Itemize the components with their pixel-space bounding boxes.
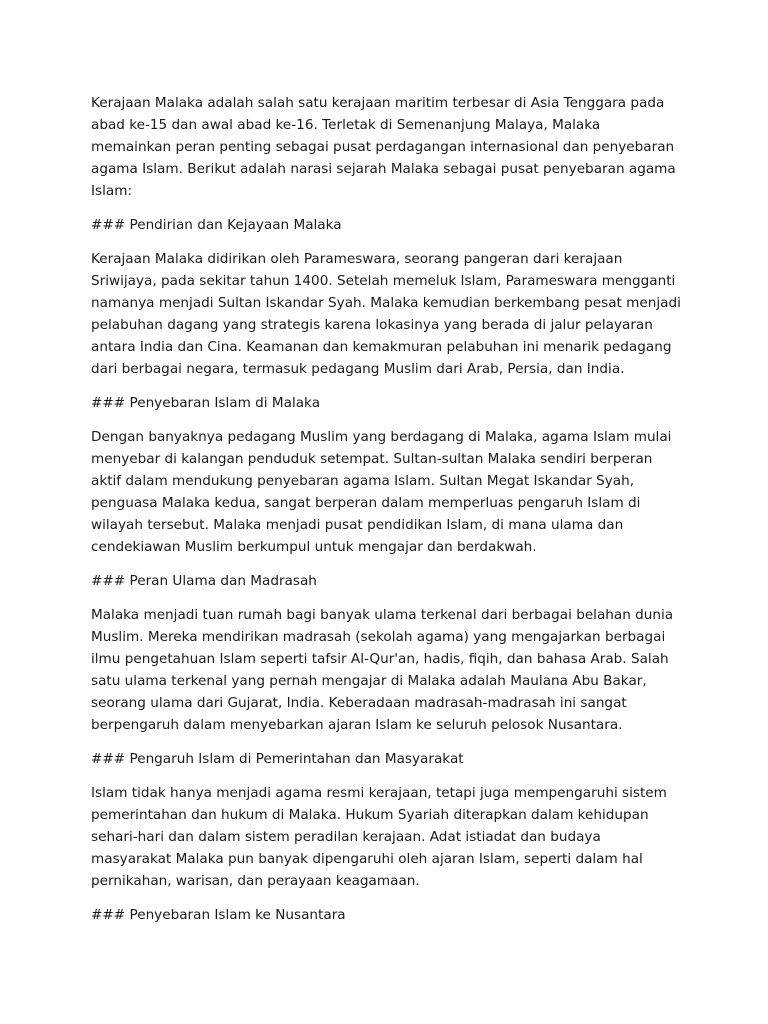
section-heading-pengaruh-islam: ### Pengaruh Islam di Pemerintahan dan Masyarakat [91, 751, 464, 767]
intro-paragraph: Kerajaan Malaka adalah salah satu kerajaan maritim terbesar di Asia Tenggara pada abad ke-15 dan awal abad ke-16. Terletak di Semenanjung Malaya, Malaka memainkan peran penting sebagai pusat perdagangan internasional dan penyebaran agama Islam. Berikut adalah narasi sejarah Malaka sebagai pusat penyebaran agama Islam: [91, 95, 676, 199]
section-heading-nusantara: ### Penyebaran Islam ke Nusantara [91, 907, 346, 923]
section-heading-penyebaran-malaka: ### Penyebaran Islam di Malaka [91, 395, 321, 411]
section-heading-pendirian: ### Pendirian dan Kejayaan Malaka [91, 217, 342, 233]
section-body-pendirian: Kerajaan Malaka didirikan oleh Parameswara, seorang pangeran dari kerajaan Sriwijaya, pada sekitar tahun 1400. Setelah memeluk Islam, Parameswara mengganti namanya menjadi Sultan Iskandar Syah. Malaka kemudian berkembang pesat menjadi pelabuhan dagang yang strategis karena lokasinya yang berada di jalur pelayaran antara India dan Cina. Keamanan dan kemakmuran pelabuhan ini menarik pedagang dari berbagai negara, termasuk pedagang Muslim dari Arab, Persia, dan India. [91, 251, 681, 377]
section-body-penyebaran-malaka: Dengan banyaknya pedagang Muslim yang berdagang di Malaka, agama Islam mulai menyebar di kalangan penduduk setempat. Sultan-sultan Malaka sendiri berperan aktif dalam mendukung penyebaran agama Islam. Sultan Megat Iskandar Syah, penguasa Malaka kedua, sangat berperan dalam memperluas pengaruh Islam di wilayah tersebut. Malaka menjadi pusat pendidikan Islam, di mana ulama dan cendekiawan Muslim berkumpul untuk mengajar dan berdakwah. [91, 429, 672, 555]
section-body-pengaruh-islam: Islam tidak hanya menjadi agama resmi kerajaan, tetapi juga mempengaruhi sistem pemerintahan dan hukum di Malaka. Hukum Syariah diterapkan dalam kehidupan sehari-hari dan dalam sistem peradilan kerajaan. Adat istiadat dan budaya masyarakat Malaka pun banyak dipengaruhi oleh ajaran Islam, seperti dalam hal pernikahan, warisan, dan perayaan keagamaan. [91, 785, 667, 889]
section-heading-ulama-madrasah: ### Peran Ulama dan Madrasah [91, 573, 317, 589]
document-body [91, 92, 683, 938]
section-body-ulama-madrasah: Malaka menjadi tuan rumah bagi banyak ulama terkenal dari berbagai belahan dunia Muslim. Mereka mendirikan madrasah (sekolah agama) yang mengajarkan berbagai ilmu pengetahuan Islam seperti tafsir Al-Qur'an, hadis, fiqih, dan bahasa Arab. Salah satu ulama terkenal yang pernah mengajar di Malaka adalah Maulana Abu Bakar, seorang ulama dari Gujarat, India. Keberadaan madrasah-madrasah ini sangat berpengaruh dalam menyebarkan ajaran Islam ke seluruh pelosok Nusantara. [91, 607, 674, 733]
